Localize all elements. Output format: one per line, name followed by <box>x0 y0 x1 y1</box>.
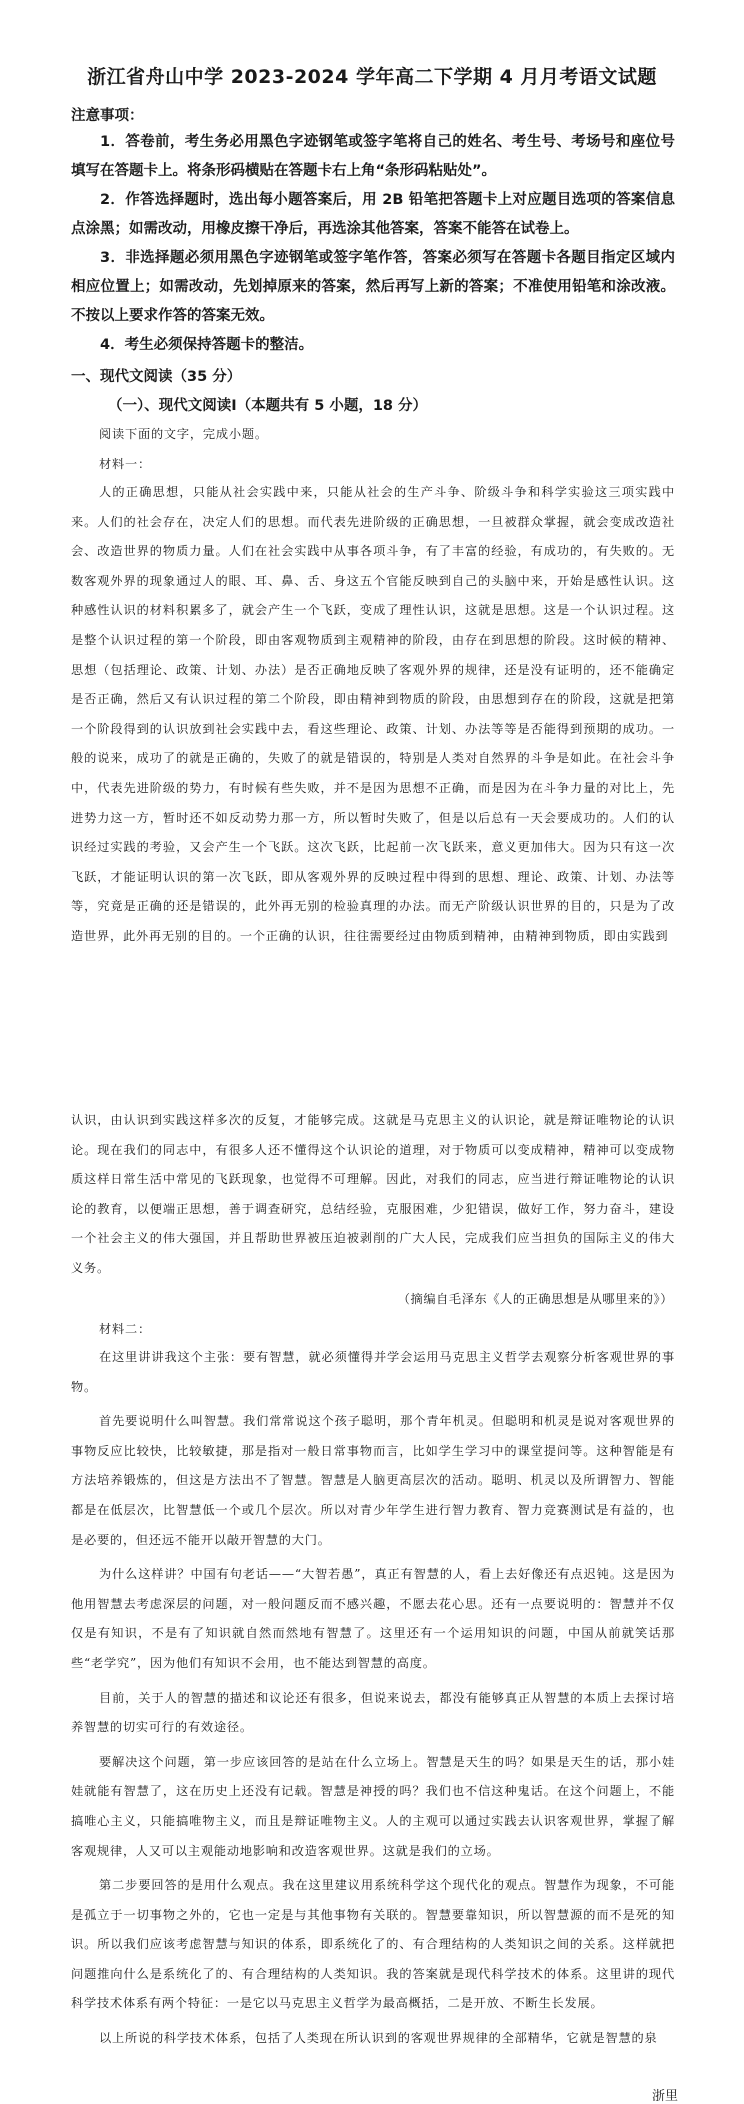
material-2-paragraph: 为什么这样讲？中国有句老话——“大智若愚”，真正有智慧的人，看上去好像还有点迟钝。这是因为他用智慧去考虑深层的问题，对一般问题反而不感兴趣，不愿去花心思。还有一点要说明的：智慧并不仅仅是有知识，不是有了知识就自然而然地有智慧了。这里还有一个运用知识的问题，中国从前就笑话那些“老学究”，因为他们有知识不会用，也不能达到智慧的高度。 <box>71 1567 675 1670</box>
material-2-paragraph: 首先要说明什么叫智慧。我们常常说这个孩子聪明，那个青年机灵。但聪明和机灵是说对客观世界的事物反应比较快，比较敏捷，那是指对一般日常事物而言，比如学生学习中的课堂提问等。这种智能是有方法培养锻炼的，但这是方法出不了智慧。智慧是人脑更高层次的活动。聪明、机灵以及所谓智力、智能都是在低层次，比智慧低一个或几个层次。所以对青少年学生进行智力教育、智力竞赛测试是有益的，也是必要的，但还远不能开以敲开智慧的大门。 <box>71 1414 675 1547</box>
section-heading: 一、现代文阅读（35 分） <box>71 369 242 385</box>
material-2-paragraph: 目前，关于人的智慧的描述和议论还有很多，但说来说去，都没有能够真正从智慧的本质上去探讨培养智慧的切实可行的有效途径。 <box>71 1690 675 1735</box>
material-2-text <box>71 1343 675 2054</box>
notice-item-4: 4．考生必须保持答题卡的整洁。 <box>100 337 314 353</box>
notice-item-2: 2．作答选择题时，选出每小题答案后，用 2B 铅笔把答题卡上对应题目选项的答案信息点涂黑；如需改动，用橡皮擦干净后，再选涂其他答案，答案不能答在试卷上。 <box>71 192 675 237</box>
subsection-heading: （一）、现代文阅读Ⅰ（本题共有 5 小题，18 分） <box>108 398 428 414</box>
material-2-label: 材料二： <box>99 1322 151 1336</box>
material-1-label: 材料一： <box>99 457 151 471</box>
instruction-text: 阅读下面的文字，完成小题。 <box>99 427 268 441</box>
material-1-source: （摘编自毛泽东《人的正确思想是从哪里来的》） <box>397 1292 673 1306</box>
notice-item-3: 3．非选择题必须用黑色字迹钢笔或签字笔作答，答案必须写在答题卡各题目指定区域内相应位置上；如需改动，先划掉原来的答案，然后再写上新的答案；不准使用铅笔和涂改液。不按以上要求作答的答案无效。 <box>71 250 675 324</box>
page-footer-text: 浙里 <box>652 2089 679 2104</box>
material-1-text-part2: 认识，由认识到实践这样多次的反复，才能够完成。这就是马克思主义的认识论，就是辩证唯物论的认识论。现在我们的同志中，有很多人还不懂得这个认识论的道理，对于物质可以变成精神，精神可以变成物质这样日常生活中常见的飞跃现象，也觉得不可理解。因此，对我们的同志，应当进行辩证唯物论的认识论的教育，以便端正思想，善于调查研究，总结经验，克服困难，少犯错误，做好工作，努力奋斗，建设一个社会主义的伟大强国，并且帮助世界被压迫被剥削的广大人民，完成我们应当担负的国际主义的伟大义务。 <box>71 1113 675 1275</box>
material-2-paragraph: 要解决这个问题，第一步应该回答的是站在什么立场上。智慧是天生的吗？如果是天生的话，那小娃娃就能有智慧了，这在历史上还没有记载。智慧是神授的吗？我们也不信这种鬼话。在这个问题上，不能搞唯心主义，只能搞唯物主义，而且是辩证唯物主义。人的主观可以通过实践去认识客观世界，掌握了解客观规律，人又可以主观能动地影响和改造客观世界。这就是我们的立场。 <box>71 1754 675 1858</box>
material-2-paragraph: 以上所说的科学技术体系，包括了人类现在所认识到的客观世界规律的全部精华，它就是智慧的泉 <box>99 2031 658 2046</box>
material-1-text-part1: 人的正确思想，只能从社会实践中来，只能从社会的生产斗争、阶级斗争和科学实验这三项实践中来。人们的社会存在，决定人们的思想。而代表先进阶级的正确思想，一旦被群众掌握，就会变成改造社会、改造世界的物质力量。人们在社会实践中从事各项斗争，有了丰富的经验，有成功的，有失败的。无数客观外界的现象通过人的眼、耳、鼻、舌、身这五个官能反映到自己的头脑中来，开始是感性认识。这种感性认识的材料积累多了，就会产生一个飞跃，变成了理性认识，这就是思想。这是一个认识过程。这是整个认识过程的第一个阶段，即由客观物质到主观精神的阶段，由存在到思想的阶段。这时候的精神、思想（包括理论、政策、计划、办法）是否正确地反映了客观外界的规律，还是没有证明的，还不能确定是否正确，然后又有认识过程的第二个阶段，即由精神到物质的阶段，由思想到存在的阶段，这就是把第一个阶段得到的认识放到社会实践中去，看这些理论、政策、计划、办法等等是否能得到预期的成功。一般的说来，成功了的就是正确的，失败了的就是错误的，特别是人类对自然界的斗争是如此。在社会斗争中，代表先进阶级的势力，有时候有些失败，并不是因为思想不正确，而是因为在斗争力量的对比上，先进势力这一方，暂时还不如反动势力那一方，所以暂时失败了，但是以后总有一天会要成功的。人们的认识经过实践的考验，又会产生一个飞跃。这次飞跃，比起前一次飞跃来，意义更加伟大。因为只有这一次飞跃，才能证明认识的第一次飞跃，即从客观外界的反映过程中得到的思想、理论、政策、计划、办法等等，究竟是正确的还是错误的，此外再无别的检验真理的办法。而无产阶级认识世界的目的，只是为了改造世界，此外再无别的目的。一个正确的认识，往往需要经过由物质到精神，由精神到物质，即由实践到 <box>71 485 675 943</box>
notice-heading: 注意事项： <box>71 108 144 124</box>
page-title: 浙江省舟山中学 2023-2024 学年高二下学期 4 月月考语文试题 <box>87 66 657 88</box>
material-2-paragraph: 第二步要回答的是用什么观点。我在这里建议用系统科学这个现代化的观点。智慧作为现象，不可能是孤立于一切事物之外的，它也一定是与其他事物有关联的。智慧要靠知识，所以智慧源的而不是死的知识。所以我们应该考虑智慧与知识的体系，即系统化了的、有合理结构的人类知识之间的关系。这样就把问题推向什么是系统化了的、有合理结构的人类知识。我的答案就是现代科学技术的体系。这里讲的现代科学技术体系有两个特征：一是它以马克思主义哲学为最高概括，二是开放、不断生长发展。 <box>71 1878 675 2011</box>
material-2-paragraph: 在这里讲讲我这个主张：要有智慧，就必须懂得并学会运用马克思主义哲学去观察分析客观世界的事物。 <box>71 1350 675 1394</box>
notice-item-1: 1．答卷前，考生务必用黑色字迹钢笔或签字笔将自己的姓名、考生号、考场号和座位号填写在答题卡上。将条形码横贴在答题卡右上角“条形码粘贴处”。 <box>71 134 675 179</box>
